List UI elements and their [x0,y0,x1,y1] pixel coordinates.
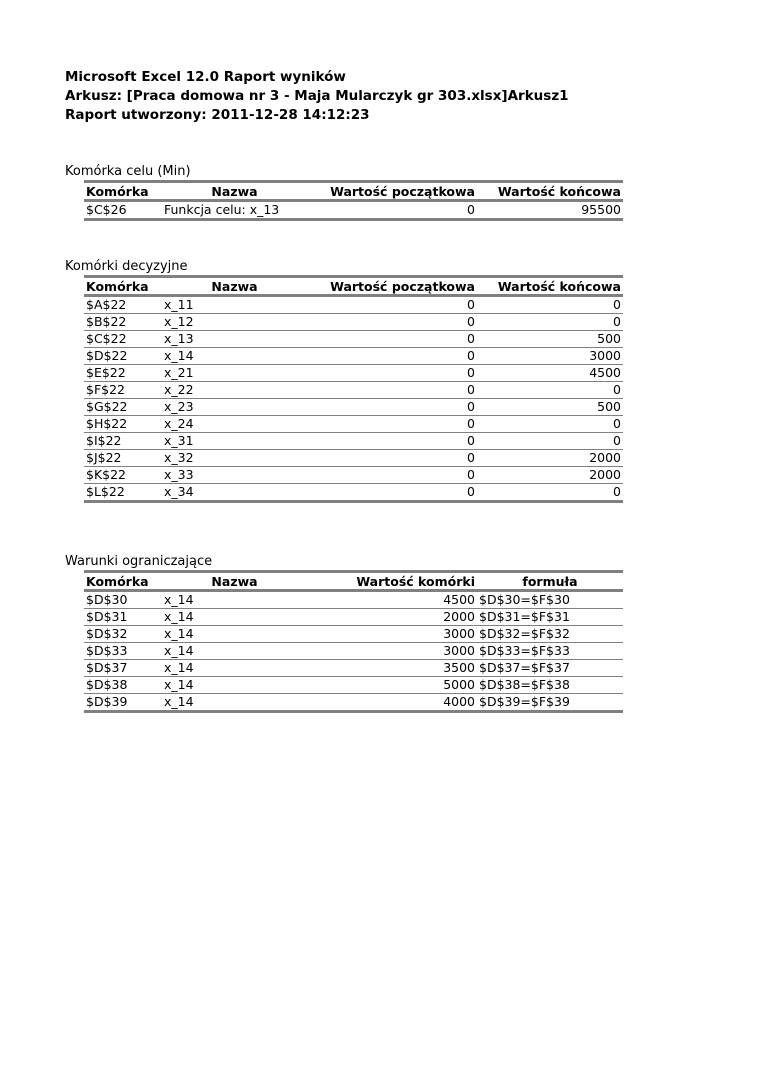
cell-value: 4000 [307,694,477,712]
constraints-header-row [84,572,623,591]
cell-value: 2000 [307,609,477,626]
cell-address: $D$38 [84,677,162,694]
cell-value: 3500 [307,660,477,677]
cell-formula: $D$31=$F$31 [477,609,623,626]
col-header-start: Wartość początkowa [307,277,477,296]
table-row [84,467,623,484]
cell-start-value: 0 [307,450,477,467]
table-row [84,450,623,467]
col-header-end: Wartość końcowa [477,182,623,201]
table-row [84,694,623,712]
col-header-name: Nazwa [162,277,307,296]
table-row [84,660,623,677]
objective-rows [84,201,623,220]
cell-address: $L$22 [84,484,162,502]
constraints-table [84,570,623,713]
cell-name: x_23 [162,399,307,416]
cell-address: $D$22 [84,348,162,365]
cell-name: x_34 [162,484,307,502]
cell-name: x_33 [162,467,307,484]
cell-end-value: 3000 [477,348,623,365]
table-row [84,416,623,433]
cell-address: $A$22 [84,296,162,314]
cell-start-value: 0 [307,467,477,484]
col-header-name: Nazwa [162,182,307,201]
cell-end-value: 500 [477,399,623,416]
cell-name: x_32 [162,450,307,467]
cell-name: x_31 [162,433,307,450]
cell-name: x_14 [162,660,307,677]
cell-address: $B$22 [84,314,162,331]
cell-address: $D$31 [84,609,162,626]
cell-address: $E$22 [84,365,162,382]
worksheet-name: Arkusz: [Praca domowa nr 3 - Maja Mularczyk gr 303.xlsx]Arkusz1 [65,88,569,104]
cell-end-value: 0 [477,382,623,399]
cell-name: x_14 [162,626,307,643]
decision-table [84,275,623,503]
decision-header-row [84,277,623,296]
cell-address: $I$22 [84,433,162,450]
cell-address: $D$39 [84,694,162,712]
col-header-start: Wartość początkowa [307,182,477,201]
objective-header-row [84,182,623,201]
col-header-end: Wartość końcowa [477,277,623,296]
cell-end-value: 0 [477,416,623,433]
cell-formula: $D$38=$F$38 [477,677,623,694]
cell-name: x_14 [162,677,307,694]
cell-start-value: 0 [307,433,477,450]
table-row [84,382,623,399]
cell-address: $K$22 [84,467,162,484]
cell-name: x_14 [162,591,307,609]
col-header-cell: Komórka [84,182,162,201]
cell-value: 3000 [307,626,477,643]
table-row [84,348,623,365]
cell-name: x_21 [162,365,307,382]
cell-formula: $D$33=$F$33 [477,643,623,660]
constraints-rows [84,591,623,712]
col-header-formula: formuła [477,572,623,591]
table-row [84,201,623,220]
cell-end-value: 0 [477,296,623,314]
col-header-cell: Komórka [84,572,162,591]
cell-address: $C$22 [84,331,162,348]
cell-start-value: 0 [307,201,477,220]
col-header-cell: Komórka [84,277,162,296]
cell-formula: $D$37=$F$37 [477,660,623,677]
cell-name: x_14 [162,694,307,712]
cell-start-value: 0 [307,416,477,433]
cell-start-value: 0 [307,399,477,416]
table-row [84,314,623,331]
cell-name: x_11 [162,296,307,314]
cell-end-value: 2000 [477,450,623,467]
cell-end-value: 4500 [477,365,623,382]
cell-address: $D$33 [84,643,162,660]
table-row [84,591,623,609]
cell-end-value: 0 [477,484,623,502]
col-header-name: Nazwa [162,572,307,591]
col-header-value: Wartość komórki [307,572,477,591]
table-row [84,626,623,643]
cell-name: x_13 [162,331,307,348]
cell-end-value: 500 [477,331,623,348]
cell-value: 4500 [307,591,477,609]
cell-end-value: 2000 [477,467,623,484]
decision-section-title: Komórki decyzyjne [65,259,188,274]
cell-name: x_14 [162,348,307,365]
cell-name: x_14 [162,643,307,660]
cell-name: x_14 [162,609,307,626]
cell-start-value: 0 [307,382,477,399]
cell-value: 3000 [307,643,477,660]
cell-end-value: 0 [477,433,623,450]
table-row [84,331,623,348]
cell-name: x_22 [162,382,307,399]
cell-start-value: 0 [307,296,477,314]
objective-section-title: Komórka celu (Min) [65,164,191,179]
cell-start-value: 0 [307,365,477,382]
cell-name: Funkcja celu: x_13 [162,201,307,220]
cell-name: x_24 [162,416,307,433]
cell-end-value: 0 [477,314,623,331]
cell-formula: $D$30=$F$30 [477,591,623,609]
cell-address: $D$32 [84,626,162,643]
cell-formula: $D$32=$F$32 [477,626,623,643]
cell-value: 5000 [307,677,477,694]
cell-address: $F$22 [84,382,162,399]
report-created: Raport utworzony: 2011-12-28 14:12:23 [65,107,370,123]
cell-name: x_12 [162,314,307,331]
cell-start-value: 0 [307,348,477,365]
cell-end-value: 95500 [477,201,623,220]
constraints-section-title: Warunki ograniczające [65,554,213,569]
table-row [84,643,623,660]
cell-address: $D$37 [84,660,162,677]
report-title: Microsoft Excel 12.0 Raport wyników [65,69,346,85]
report-header [65,68,569,125]
cell-address: $J$22 [84,450,162,467]
cell-formula: $D$39=$F$39 [477,694,623,712]
table-row [84,399,623,416]
cell-address: $H$22 [84,416,162,433]
decision-rows [84,296,623,502]
cell-address: $G$22 [84,399,162,416]
table-row [84,296,623,314]
table-row [84,484,623,502]
cell-address: $C$26 [84,201,162,220]
table-row [84,365,623,382]
table-row [84,609,623,626]
cell-address: $D$30 [84,591,162,609]
cell-start-value: 0 [307,331,477,348]
table-row [84,677,623,694]
cell-start-value: 0 [307,314,477,331]
table-row [84,433,623,450]
cell-start-value: 0 [307,484,477,502]
objective-table [84,180,623,221]
